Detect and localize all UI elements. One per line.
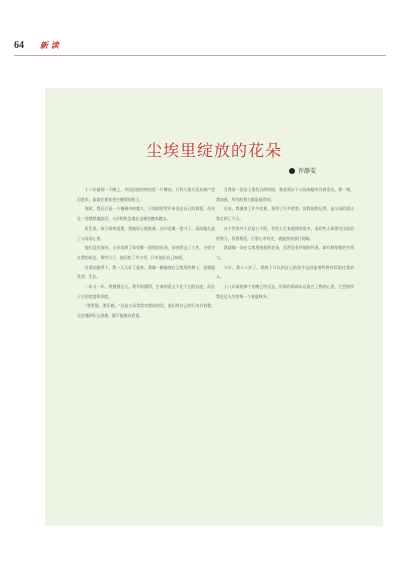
header-divider — [14, 55, 386, 56]
article-title: 尘埃里绽放的花朵 — [145, 141, 282, 160]
page-number: 64 — [14, 40, 24, 51]
author-name: 许静雯 — [298, 168, 317, 175]
paragraph: 今年，我十八岁了。我终于可以用自己的双手去回报那些曾经帮助过我的人。 — [216, 264, 354, 280]
right-column — [216, 185, 354, 301]
paragraph: 他们没有放弃。父亲卖掉了家里唯一值钱的东西，母亲辞去了工作，日夜守在我的床边。那些日子，他们吃了多少苦，只有他们自己知道。 — [77, 245, 215, 260]
section-label: 新 读 — [40, 40, 59, 50]
paragraph: 十八年前的一个晚上，市民医院的病房里一片嘈杂。只有几束月光从窗户里泻进来，流淌在那张苍白瘦削的脸上。 — [77, 187, 215, 202]
paragraph: 我就像一朵在尘埃里绽放的花朵，虽然没有华丽的外表，却有着坚韧的生命力。 — [216, 245, 354, 260]
paragraph: 医生说，孩子的病很重，要做好心理准备。这句话像一把刀子，深深地扎进了父母的心里。 — [77, 225, 215, 241]
paragraph: 那时，我还只是一个襁褓中的婴儿，只知道用哭声来表达自己的需要。母亲在一旁默默地流泪，父亲则焦急地在走廊里踱来踱去。 — [77, 206, 215, 222]
paragraph: 在爱的滋养下，我一天天好了起来。我像一颗被埋在尘埃里的种子，顽强地发芽、生长。 — [77, 264, 215, 280]
paragraph: 十八年前的那个夜晚已经远去，但那份爱却永远留在了我的心里。它会陪伴我走过人生的每一个春夏秋冬。 — [216, 284, 354, 299]
paragraph: “要坚强，要乐观。”这是父母常常对我说的话。他们用自己的行动告诉我，无论遇到什么困难，都不能放弃希望。 — [77, 303, 215, 319]
left-column — [77, 185, 215, 321]
byline — [289, 166, 316, 175]
author-bullet-icon — [289, 168, 295, 174]
article-panel — [45, 88, 383, 526]
paragraph: 一年又一年，我慢慢长大。我开始懂得，生命的意义不在于它的长度，而在于它的宽度和厚度。 — [77, 284, 215, 299]
paragraph: 这个世界并不总是公平的，有些人生来就拥有很多，而有些人却要付出加倍的努力。但我相信，只要心中有光，就能照亮前行的路。 — [216, 225, 354, 241]
paragraph: 后来，我参加了许多比赛，获得了许多荣誉。但我始终记得，是父母的爱让我走到了今天。 — [216, 206, 354, 222]
paragraph: 当我第一次站上领奖台的时候，我看到台下父母的眼中闪着泪光。那一刻，我知道，所有的努力都是值得的。 — [216, 187, 354, 202]
